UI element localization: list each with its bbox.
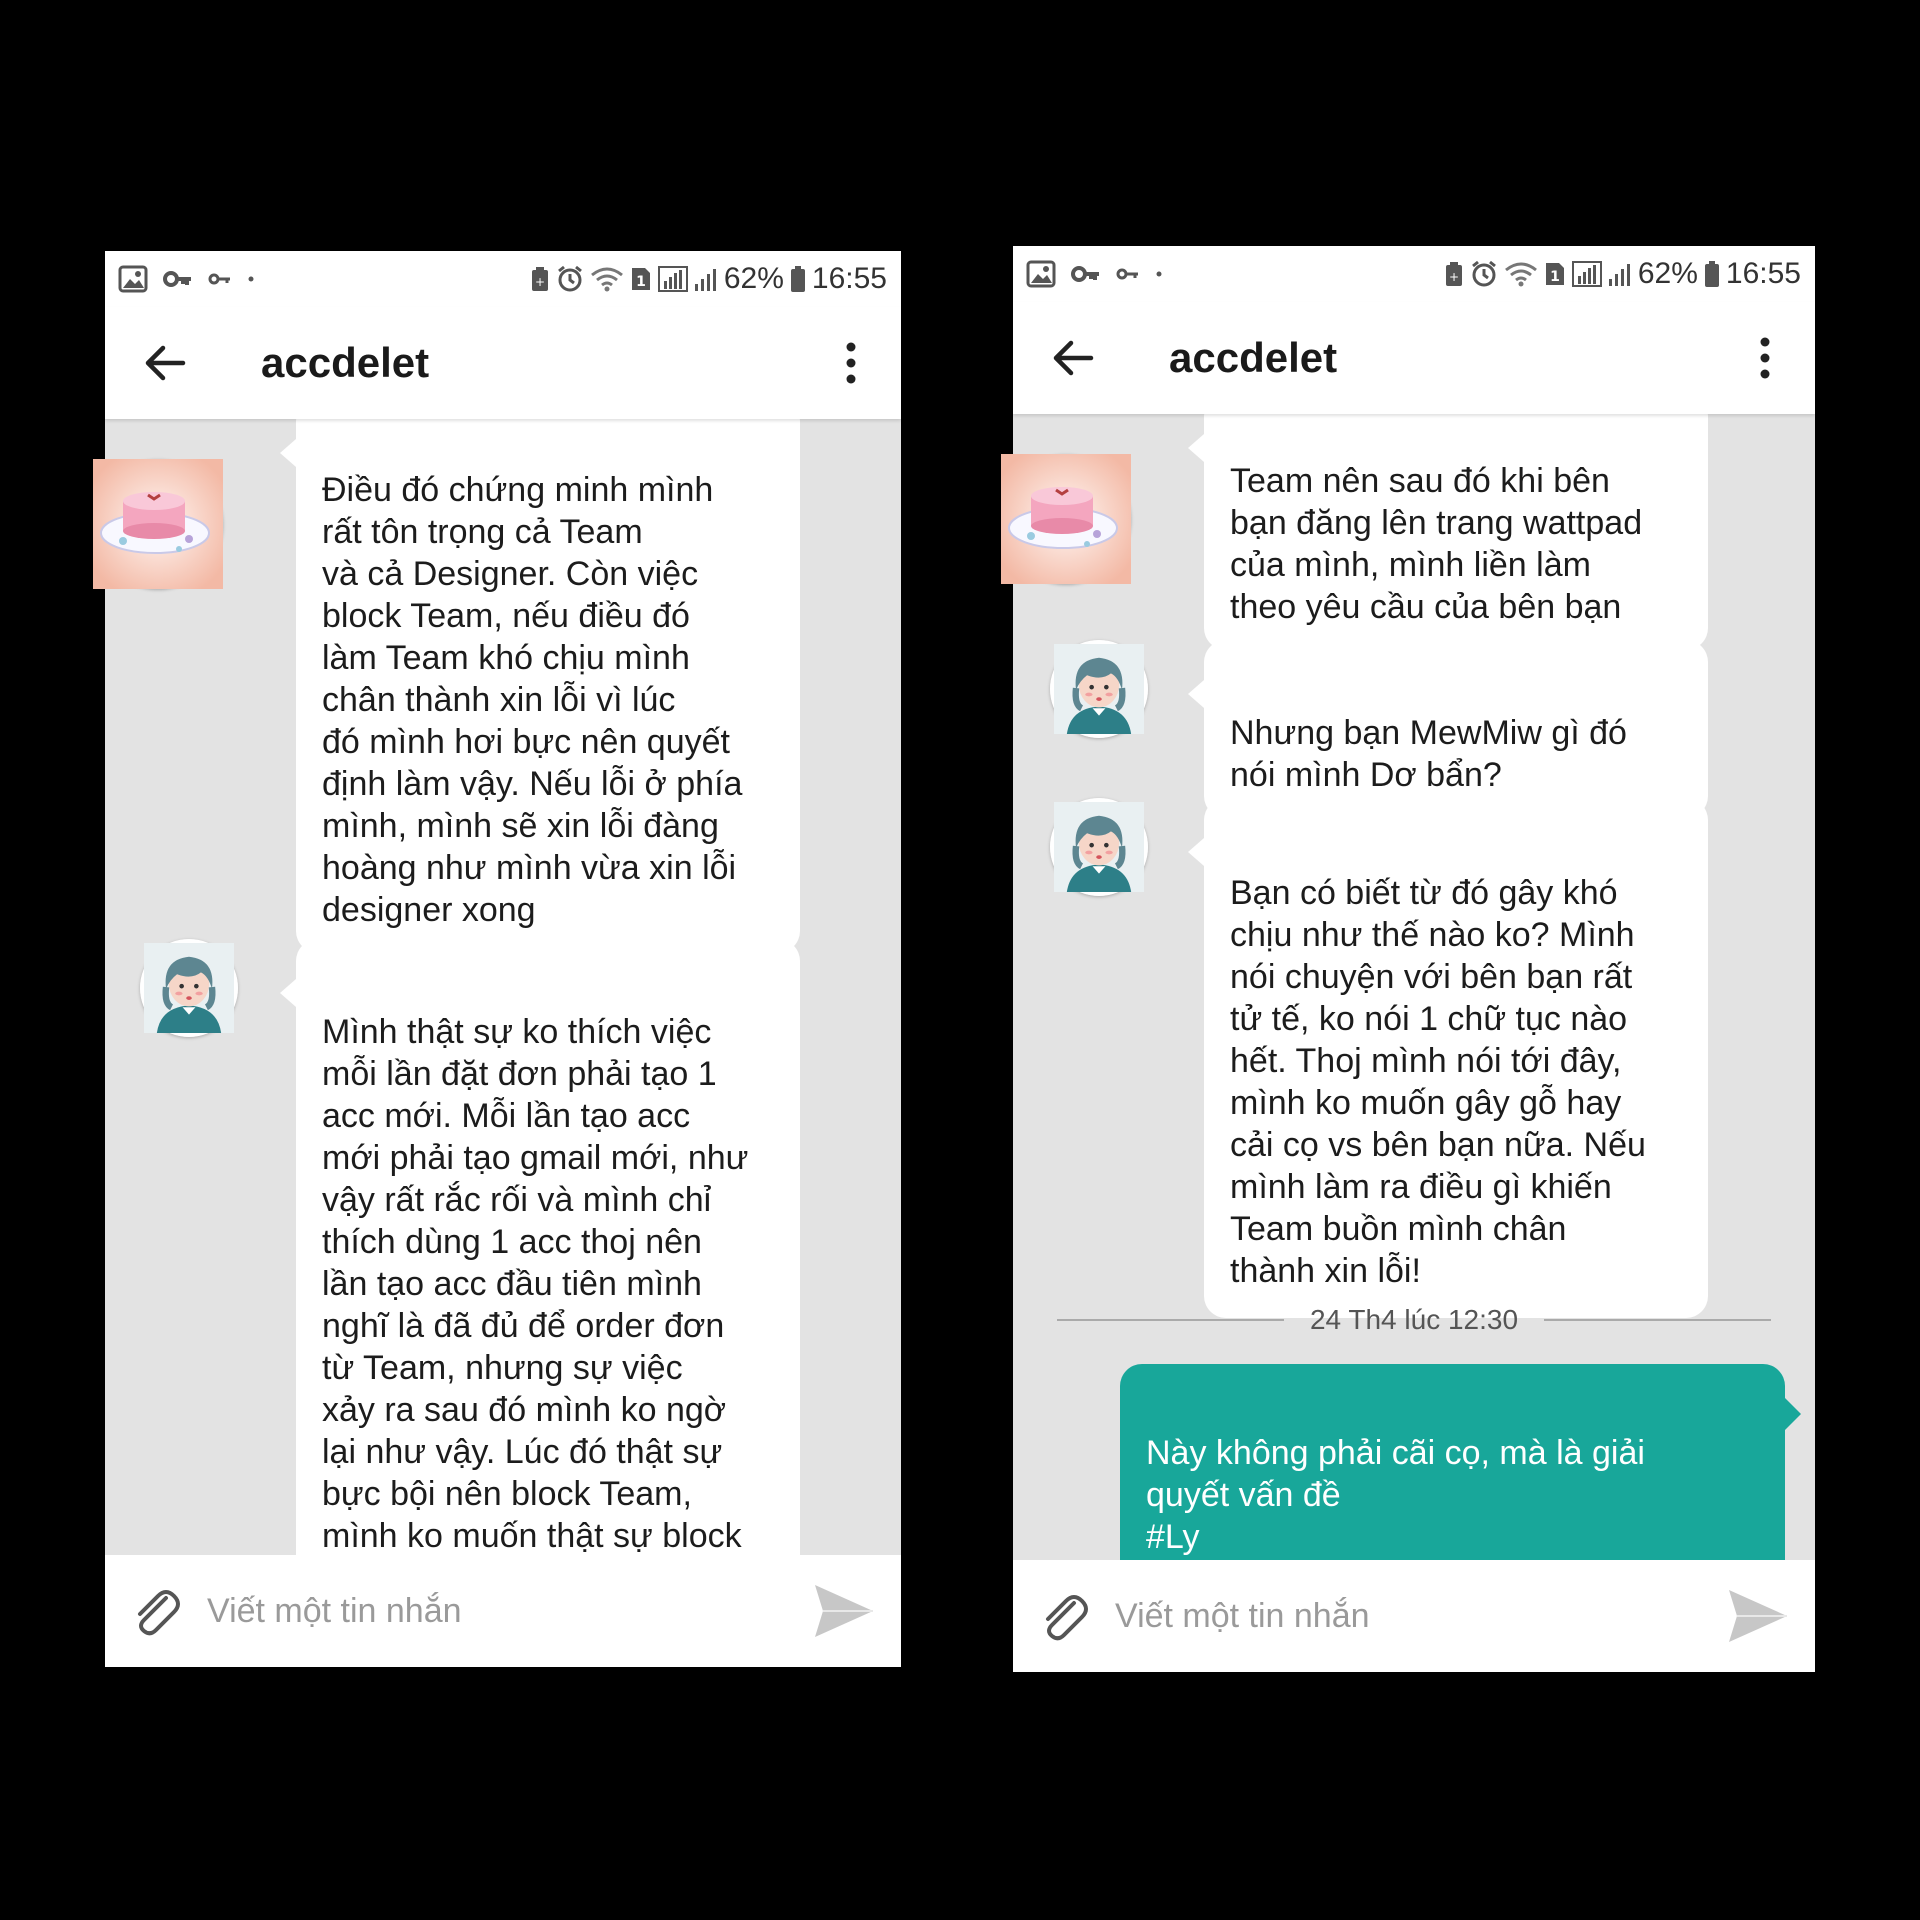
sim-icon (630, 266, 652, 292)
battery-saver-icon (530, 266, 550, 292)
message-bubble[interactable] (1204, 640, 1708, 818)
key-icon (163, 269, 193, 289)
message-text: Nhưng bạn MewMiw gì đó nói mình Dơ bẩn? (1230, 714, 1627, 794)
chat-screen-left (105, 251, 901, 1667)
chat-screen-right (1013, 246, 1815, 1672)
message-list[interactable] (1013, 414, 1815, 1560)
message-bubble[interactable] (296, 939, 800, 1579)
key-small-icon (1117, 267, 1139, 281)
send-icon (1727, 1588, 1789, 1644)
more-vertical-icon (845, 342, 857, 384)
message-text: Team nên sau đó khi bên bạn đăng lên trang wattpad của mình, mình liền làm theo yêu cầu của bên bạn (1230, 462, 1643, 626)
alarm-icon (556, 265, 584, 293)
date-divider (1057, 1304, 1771, 1336)
clock: 16:55 (811, 262, 887, 295)
message-input[interactable] (205, 1591, 809, 1632)
wifi-icon (1504, 261, 1538, 287)
message-input[interactable] (1113, 1596, 1723, 1637)
signal-icon (1572, 261, 1602, 287)
signal-icon (1608, 261, 1632, 287)
battery-percent: 62% (1637, 257, 1698, 290)
battery-icon (1704, 260, 1720, 288)
send-icon (813, 1583, 875, 1639)
app-bar (1013, 302, 1815, 414)
status-bar (1013, 246, 1815, 302)
message-bubble[interactable] (1204, 394, 1708, 650)
message-bubble[interactable] (296, 399, 800, 953)
message-composer (1013, 1560, 1815, 1672)
svg-text:+: + (1448, 270, 1459, 284)
message-composer (105, 1555, 901, 1667)
image-icon (1027, 261, 1055, 287)
avatar-girl[interactable] (140, 939, 238, 1037)
message-bubble[interactable] (1204, 798, 1708, 1318)
back-arrow-icon (145, 345, 185, 381)
message-text: Bạn có biết từ đó gây khó chịu như thế nào ko? Mình nói chuyện với bên bạn rất tử tế, ko nói 1 chữ tục nào hết. Thoj mình nói tới đây, mình ko muốn gây gỗ hay cải cọ vs bên bạn nữa. Nếu mình làm ra điều gì khiến Team buồn mình chân thành xin lỗi! (1230, 874, 1646, 1290)
wifi-icon (590, 266, 624, 292)
avatar-girl[interactable] (1050, 798, 1148, 896)
paperclip-icon (128, 1584, 182, 1638)
avatar-cake[interactable] (1001, 454, 1131, 584)
more-options-button[interactable] (1745, 328, 1785, 388)
avatar-cake[interactable] (93, 459, 223, 589)
dot-icon (247, 275, 255, 283)
divider-line (1057, 1319, 1284, 1321)
back-arrow-icon (1053, 340, 1093, 376)
message-text: Mình thật sự ko thích việc mỗi lần đặt đơn phải tạo 1 acc mới. Mỗi lần tạo acc mới phải tạo gmail mới, như vậy rất rắc rối và mình chỉ thích dùng 1 acc thoj nên lần tạo acc đầu tiên mình nghĩ là đã đủ để order đơn từ Team, nhưng sự việc xảy ra sau đó mình ko ngờ lại như vậy. Lúc đó thật sự bực bội nên block Team, mình ko muốn thật sự block (322, 1013, 749, 1555)
divider-line (1544, 1319, 1771, 1321)
battery-percent: 62% (723, 262, 784, 295)
message-text: Này không phải cãi cọ, mà là giải quyết vấn đề #Ly (1146, 1434, 1645, 1556)
clock: 16:55 (1725, 257, 1801, 290)
back-button[interactable] (1045, 330, 1101, 386)
svg-text:1: 1 (636, 274, 646, 290)
dot-icon (1155, 270, 1163, 278)
send-button[interactable] (809, 1576, 879, 1646)
sim-icon (1544, 261, 1566, 287)
attach-button[interactable] (1031, 1584, 1095, 1648)
chat-title: accdelet (1169, 334, 1338, 381)
sent-message-bubble[interactable] (1120, 1364, 1785, 1584)
status-bar (105, 251, 901, 307)
more-vertical-icon (1759, 337, 1771, 379)
signal-icon (694, 266, 718, 292)
battery-icon (790, 265, 806, 293)
date-label: 24 Th4 lúc 12:30 (1309, 1304, 1519, 1335)
back-button[interactable] (137, 335, 193, 391)
alarm-icon (1470, 260, 1498, 288)
svg-text:1: 1 (1550, 269, 1560, 285)
avatar-girl[interactable] (1050, 640, 1148, 738)
key-icon (1071, 264, 1101, 284)
paperclip-icon (1036, 1589, 1090, 1643)
svg-text:+: + (534, 275, 545, 289)
message-list[interactable] (105, 419, 901, 1555)
image-icon (119, 266, 147, 292)
battery-saver-icon (1444, 261, 1464, 287)
chat-title: accdelet (261, 339, 430, 386)
signal-icon (658, 266, 688, 292)
key-small-icon (209, 272, 231, 286)
app-bar (105, 307, 901, 419)
more-options-button[interactable] (831, 333, 871, 393)
message-text: Điều đó chứng minh mình rất tôn trọng cả Team và cả Designer. Còn việc block Team, nếu điều đó làm Team khó chịu mình chân thành xin lỗi vì lúc đó mình hơi bực nên quyết định làm vậy. Nếu lỗi ở phía mình, mình sẽ xin lỗi đàng hoàng như mình vừa xin lỗi designer xong (322, 471, 743, 929)
send-button[interactable] (1723, 1581, 1793, 1651)
attach-button[interactable] (123, 1579, 187, 1643)
